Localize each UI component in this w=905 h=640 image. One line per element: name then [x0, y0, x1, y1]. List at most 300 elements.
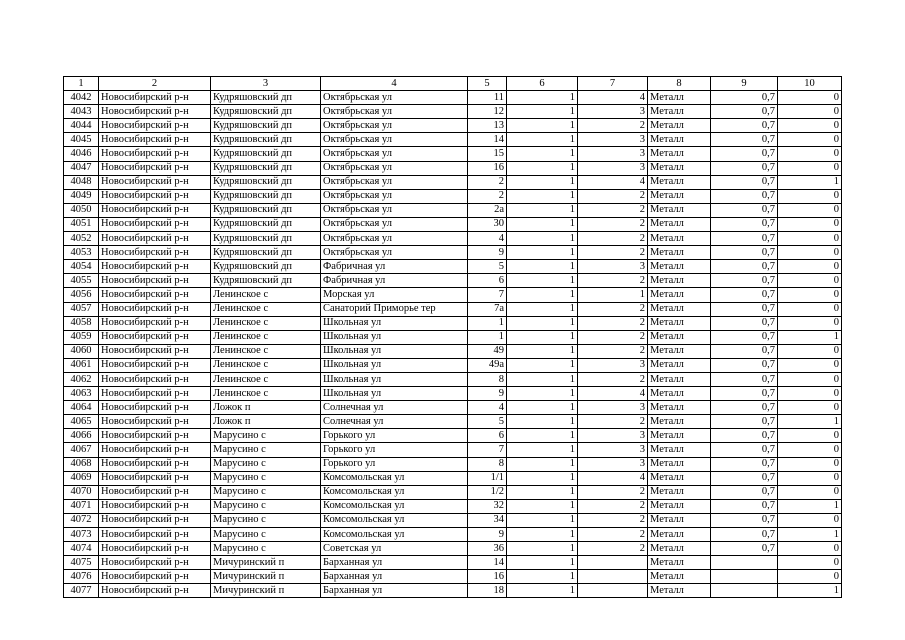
cell-row-id: 4051: [64, 217, 99, 231]
cell-col-7: 2: [578, 119, 648, 133]
cell-row-id: 4058: [64, 316, 99, 330]
cell-settlement: Ленинское с: [211, 316, 321, 330]
cell-house-number: 5: [468, 260, 507, 274]
cell-street: Октябрьская ул: [321, 175, 468, 189]
cell-street: Санаторий Приморье тер: [321, 302, 468, 316]
cell-material: Металл: [648, 387, 711, 401]
cell-district: Новосибирский р-н: [99, 203, 211, 217]
cell-street: Октябрьская ул: [321, 203, 468, 217]
cell-col-7: 2: [578, 189, 648, 203]
cell-material: Металл: [648, 584, 711, 598]
cell-col-7: 2: [578, 217, 648, 231]
cell-col-6: 1: [507, 189, 578, 203]
cell-col-7: 3: [578, 260, 648, 274]
cell-row-id: 4067: [64, 443, 99, 457]
cell-settlement: Марусино с: [211, 429, 321, 443]
cell-material: Металл: [648, 344, 711, 358]
cell-material: Металл: [648, 189, 711, 203]
cell-row-id: 4069: [64, 471, 99, 485]
cell-district: Новосибирский р-н: [99, 260, 211, 274]
cell-col-10: 0: [778, 471, 842, 485]
cell-col-6: 1: [507, 528, 578, 542]
table-row: [64, 91, 842, 105]
cell-col-7: 2: [578, 274, 648, 288]
table-row: [64, 443, 842, 457]
cell-district: Новосибирский р-н: [99, 175, 211, 189]
cell-col-10: 0: [778, 105, 842, 119]
cell-col-10: 0: [778, 246, 842, 260]
cell-house-number: 7а: [468, 302, 507, 316]
cell-material: Металл: [648, 232, 711, 246]
cell-material: Металл: [648, 105, 711, 119]
cell-material: Металл: [648, 274, 711, 288]
cell-col-9: 0,7: [711, 133, 778, 147]
header-row: [64, 77, 842, 91]
cell-settlement: Ленинское с: [211, 302, 321, 316]
cell-street: Горького ул: [321, 443, 468, 457]
cell-col-6: 1: [507, 344, 578, 358]
cell-street: Октябрьская ул: [321, 147, 468, 161]
cell-col-9: 0,7: [711, 471, 778, 485]
cell-district: Новосибирский р-н: [99, 330, 211, 344]
cell-row-id: 4055: [64, 274, 99, 288]
cell-col-7: 2: [578, 372, 648, 386]
cell-col-9: 0,7: [711, 358, 778, 372]
cell-col-7: 2: [578, 316, 648, 330]
cell-col-7: 3: [578, 401, 648, 415]
cell-material: Металл: [648, 443, 711, 457]
cell-col-10: 0: [778, 147, 842, 161]
cell-col-6: 1: [507, 217, 578, 231]
table-row: [64, 485, 842, 499]
cell-col-6: 1: [507, 260, 578, 274]
table-row: [64, 471, 842, 485]
cell-col-6: 1: [507, 457, 578, 471]
cell-district: Новосибирский р-н: [99, 570, 211, 584]
cell-house-number: 9: [468, 528, 507, 542]
cell-house-number: 7: [468, 288, 507, 302]
column-header-6: 6: [507, 77, 578, 91]
table-row: [64, 344, 842, 358]
table-row: [64, 528, 842, 542]
cell-col-9: 0,7: [711, 288, 778, 302]
cell-col-7: [578, 556, 648, 570]
cell-col-7: 2: [578, 499, 648, 513]
cell-house-number: 6: [468, 274, 507, 288]
cell-street: Комсомольская ул: [321, 528, 468, 542]
cell-district: Новосибирский р-н: [99, 246, 211, 260]
cell-col-6: 1: [507, 246, 578, 260]
cell-col-10: 0: [778, 232, 842, 246]
cell-col-7: 3: [578, 133, 648, 147]
cell-house-number: 16: [468, 570, 507, 584]
cell-col-7: 4: [578, 175, 648, 189]
cell-col-10: 0: [778, 443, 842, 457]
column-header-9: 9: [711, 77, 778, 91]
cell-col-6: 1: [507, 471, 578, 485]
cell-district: Новосибирский р-н: [99, 429, 211, 443]
cell-district: Новосибирский р-н: [99, 232, 211, 246]
cell-col-10: 0: [778, 372, 842, 386]
cell-col-9: 0,7: [711, 119, 778, 133]
table-row: [64, 302, 842, 316]
cell-col-10: 1: [778, 415, 842, 429]
cell-district: Новосибирский р-н: [99, 91, 211, 105]
cell-row-id: 4068: [64, 457, 99, 471]
cell-settlement: Кудряшовский дп: [211, 203, 321, 217]
cell-col-9: 0,7: [711, 443, 778, 457]
cell-settlement: Мичуринский п: [211, 570, 321, 584]
data-table: [63, 76, 842, 598]
cell-settlement: Марусино с: [211, 528, 321, 542]
cell-row-id: 4046: [64, 147, 99, 161]
cell-col-9: 0,7: [711, 344, 778, 358]
cell-house-number: 11: [468, 91, 507, 105]
column-header-7: 7: [578, 77, 648, 91]
cell-street: Школьная ул: [321, 358, 468, 372]
cell-district: Новосибирский р-н: [99, 344, 211, 358]
cell-row-id: 4056: [64, 288, 99, 302]
cell-material: Металл: [648, 316, 711, 330]
cell-settlement: Ленинское с: [211, 372, 321, 386]
cell-street: Октябрьская ул: [321, 119, 468, 133]
cell-street: Морская ул: [321, 288, 468, 302]
cell-street: Школьная ул: [321, 330, 468, 344]
cell-settlement: Мичуринский п: [211, 584, 321, 598]
cell-col-10: 1: [778, 175, 842, 189]
cell-col-6: 1: [507, 372, 578, 386]
cell-house-number: 6: [468, 429, 507, 443]
cell-col-10: 0: [778, 288, 842, 302]
cell-street: Октябрьская ул: [321, 105, 468, 119]
cell-settlement: Кудряшовский дп: [211, 91, 321, 105]
cell-settlement: Кудряшовский дп: [211, 175, 321, 189]
table-row: [64, 457, 842, 471]
cell-street: Школьная ул: [321, 372, 468, 386]
cell-col-7: 2: [578, 344, 648, 358]
cell-col-6: 1: [507, 203, 578, 217]
cell-house-number: 2: [468, 175, 507, 189]
cell-col-7: 2: [578, 513, 648, 527]
cell-col-9: 0,7: [711, 387, 778, 401]
cell-house-number: 7: [468, 443, 507, 457]
cell-house-number: 14: [468, 133, 507, 147]
cell-district: Новосибирский р-н: [99, 133, 211, 147]
cell-settlement: Ленинское с: [211, 344, 321, 358]
cell-col-7: 2: [578, 485, 648, 499]
cell-material: Металл: [648, 528, 711, 542]
cell-col-7: 2: [578, 232, 648, 246]
cell-street: Октябрьская ул: [321, 232, 468, 246]
cell-house-number: 1: [468, 330, 507, 344]
cell-settlement: Мичуринский п: [211, 556, 321, 570]
cell-row-id: 4050: [64, 203, 99, 217]
cell-col-9: 0,7: [711, 528, 778, 542]
cell-row-id: 4061: [64, 358, 99, 372]
table-row: [64, 415, 842, 429]
cell-row-id: 4043: [64, 105, 99, 119]
cell-house-number: 1/2: [468, 485, 507, 499]
cell-house-number: 5: [468, 415, 507, 429]
cell-col-7: 3: [578, 161, 648, 175]
table-row: [64, 147, 842, 161]
cell-street: Комсомольская ул: [321, 485, 468, 499]
cell-settlement: Кудряшовский дп: [211, 260, 321, 274]
cell-house-number: 4: [468, 401, 507, 415]
cell-street: Школьная ул: [321, 387, 468, 401]
cell-col-6: 1: [507, 513, 578, 527]
cell-settlement: Кудряшовский дп: [211, 133, 321, 147]
cell-material: Металл: [648, 372, 711, 386]
cell-settlement: Ложок п: [211, 401, 321, 415]
cell-house-number: 9: [468, 246, 507, 260]
cell-district: Новосибирский р-н: [99, 217, 211, 231]
cell-row-id: 4071: [64, 499, 99, 513]
cell-row-id: 4072: [64, 513, 99, 527]
cell-col-6: 1: [507, 91, 578, 105]
cell-row-id: 4042: [64, 91, 99, 105]
cell-row-id: 4074: [64, 542, 99, 556]
cell-col-6: 1: [507, 147, 578, 161]
cell-col-9: 0,7: [711, 429, 778, 443]
cell-col-6: 1: [507, 133, 578, 147]
cell-house-number: 14: [468, 556, 507, 570]
cell-district: Новосибирский р-н: [99, 485, 211, 499]
cell-row-id: 4077: [64, 584, 99, 598]
cell-col-7: 1: [578, 288, 648, 302]
cell-street: Октябрьская ул: [321, 161, 468, 175]
cell-street: Октябрьская ул: [321, 189, 468, 203]
cell-col-10: 0: [778, 260, 842, 274]
cell-col-6: 1: [507, 330, 578, 344]
cell-district: Новосибирский р-н: [99, 443, 211, 457]
cell-material: Металл: [648, 260, 711, 274]
cell-col-6: 1: [507, 274, 578, 288]
cell-col-10: 0: [778, 316, 842, 330]
cell-house-number: 18: [468, 584, 507, 598]
table-row: [64, 570, 842, 584]
cell-material: Металл: [648, 133, 711, 147]
cell-material: Металл: [648, 288, 711, 302]
cell-material: Металл: [648, 429, 711, 443]
cell-material: Металл: [648, 556, 711, 570]
cell-settlement: Марусино с: [211, 485, 321, 499]
cell-material: Металл: [648, 203, 711, 217]
cell-row-id: 4047: [64, 161, 99, 175]
cell-settlement: Марусино с: [211, 499, 321, 513]
cell-house-number: 4: [468, 232, 507, 246]
cell-material: Металл: [648, 485, 711, 499]
cell-settlement: Марусино с: [211, 542, 321, 556]
cell-settlement: Марусино с: [211, 513, 321, 527]
cell-settlement: Кудряшовский дп: [211, 217, 321, 231]
cell-house-number: 2: [468, 189, 507, 203]
table-row: [64, 260, 842, 274]
cell-col-9: 0,7: [711, 401, 778, 415]
cell-col-6: 1: [507, 556, 578, 570]
cell-material: Металл: [648, 542, 711, 556]
cell-col-6: 1: [507, 542, 578, 556]
cell-row-id: 4066: [64, 429, 99, 443]
cell-col-7: 2: [578, 528, 648, 542]
cell-col-9: 0,7: [711, 246, 778, 260]
table-row: [64, 189, 842, 203]
cell-col-10: 0: [778, 485, 842, 499]
table-header: [64, 77, 842, 91]
table-row: [64, 119, 842, 133]
column-header-10: 10: [778, 77, 842, 91]
cell-col-7: 2: [578, 415, 648, 429]
cell-house-number: 32: [468, 499, 507, 513]
table-row: [64, 556, 842, 570]
cell-material: Металл: [648, 457, 711, 471]
cell-col-6: 1: [507, 584, 578, 598]
table-row: [64, 133, 842, 147]
cell-settlement: Кудряшовский дп: [211, 119, 321, 133]
cell-row-id: 4064: [64, 401, 99, 415]
table-row: [64, 330, 842, 344]
cell-house-number: 36: [468, 542, 507, 556]
cell-col-9: 0,7: [711, 485, 778, 499]
table-row: [64, 105, 842, 119]
cell-row-id: 4044: [64, 119, 99, 133]
column-header-8: 8: [648, 77, 711, 91]
cell-col-6: 1: [507, 288, 578, 302]
cell-col-9: 0,7: [711, 542, 778, 556]
cell-col-6: 1: [507, 119, 578, 133]
cell-district: Новосибирский р-н: [99, 387, 211, 401]
cell-house-number: 49а: [468, 358, 507, 372]
cell-street: Барханная ул: [321, 584, 468, 598]
cell-district: Новосибирский р-н: [99, 499, 211, 513]
table-row: [64, 584, 842, 598]
cell-district: Новосибирский р-н: [99, 358, 211, 372]
cell-col-9: 0,7: [711, 260, 778, 274]
cell-district: Новосибирский р-н: [99, 415, 211, 429]
cell-col-10: 0: [778, 217, 842, 231]
cell-col-7: 4: [578, 387, 648, 401]
cell-col-7: [578, 570, 648, 584]
cell-row-id: 4053: [64, 246, 99, 260]
cell-col-10: 0: [778, 556, 842, 570]
cell-settlement: Ленинское с: [211, 330, 321, 344]
cell-house-number: 1/1: [468, 471, 507, 485]
cell-col-9: 0,7: [711, 161, 778, 175]
cell-house-number: 9: [468, 387, 507, 401]
cell-settlement: Марусино с: [211, 457, 321, 471]
cell-col-6: 1: [507, 175, 578, 189]
cell-street: Фабричная ул: [321, 260, 468, 274]
cell-col-9: 0,7: [711, 232, 778, 246]
cell-material: Металл: [648, 570, 711, 584]
cell-material: Металл: [648, 401, 711, 415]
cell-col-9: 0,7: [711, 274, 778, 288]
table-row: [64, 372, 842, 386]
cell-col-7: [578, 584, 648, 598]
cell-settlement: Кудряшовский дп: [211, 147, 321, 161]
cell-col-6: 1: [507, 302, 578, 316]
cell-district: Новосибирский р-н: [99, 119, 211, 133]
cell-house-number: 12: [468, 105, 507, 119]
cell-col-10: 0: [778, 344, 842, 358]
cell-street: Комсомольская ул: [321, 471, 468, 485]
cell-district: Новосибирский р-н: [99, 513, 211, 527]
column-header-2: 2: [99, 77, 211, 91]
table-row: [64, 288, 842, 302]
cell-district: Новосибирский р-н: [99, 556, 211, 570]
cell-district: Новосибирский р-н: [99, 147, 211, 161]
cell-col-7: 3: [578, 429, 648, 443]
cell-house-number: 8: [468, 457, 507, 471]
cell-street: Солнечная ул: [321, 415, 468, 429]
cell-street: Октябрьская ул: [321, 246, 468, 260]
cell-settlement: Марусино с: [211, 443, 321, 457]
cell-street: Горького ул: [321, 457, 468, 471]
cell-material: Металл: [648, 246, 711, 260]
table-row: [64, 429, 842, 443]
cell-material: Металл: [648, 175, 711, 189]
cell-col-9: [711, 570, 778, 584]
cell-street: Фабричная ул: [321, 274, 468, 288]
cell-settlement: Марусино с: [211, 471, 321, 485]
cell-material: Металл: [648, 513, 711, 527]
cell-house-number: 34: [468, 513, 507, 527]
cell-col-9: 0,7: [711, 147, 778, 161]
cell-district: Новосибирский р-н: [99, 161, 211, 175]
cell-col-6: 1: [507, 401, 578, 415]
cell-house-number: 49: [468, 344, 507, 358]
cell-col-10: 0: [778, 457, 842, 471]
cell-material: Металл: [648, 147, 711, 161]
column-header-5: 5: [468, 77, 507, 91]
cell-settlement: Кудряшовский дп: [211, 246, 321, 260]
cell-material: Металл: [648, 499, 711, 513]
table-row: [64, 387, 842, 401]
cell-col-10: 0: [778, 189, 842, 203]
cell-material: Металл: [648, 415, 711, 429]
table-row: [64, 217, 842, 231]
cell-house-number: 8: [468, 372, 507, 386]
cell-col-7: 4: [578, 471, 648, 485]
table-row: [64, 161, 842, 175]
cell-col-9: 0,7: [711, 330, 778, 344]
cell-material: Металл: [648, 471, 711, 485]
cell-col-9: 0,7: [711, 316, 778, 330]
cell-district: Новосибирский р-н: [99, 302, 211, 316]
cell-row-id: 4052: [64, 232, 99, 246]
cell-col-10: 0: [778, 203, 842, 217]
cell-col-10: 0: [778, 133, 842, 147]
cell-material: Металл: [648, 358, 711, 372]
cell-col-9: 0,7: [711, 415, 778, 429]
cell-street: Комсомольская ул: [321, 513, 468, 527]
cell-col-6: 1: [507, 443, 578, 457]
cell-row-id: 4054: [64, 260, 99, 274]
cell-district: Новосибирский р-н: [99, 542, 211, 556]
cell-col-9: 0,7: [711, 203, 778, 217]
cell-col-7: 3: [578, 457, 648, 471]
cell-col-6: 1: [507, 232, 578, 246]
cell-col-10: 0: [778, 161, 842, 175]
cell-row-id: 4059: [64, 330, 99, 344]
cell-district: Новосибирский р-н: [99, 457, 211, 471]
table-row: [64, 401, 842, 415]
table-row: [64, 203, 842, 217]
cell-house-number: 13: [468, 119, 507, 133]
cell-row-id: 4070: [64, 485, 99, 499]
cell-col-10: 0: [778, 274, 842, 288]
table-row: [64, 513, 842, 527]
